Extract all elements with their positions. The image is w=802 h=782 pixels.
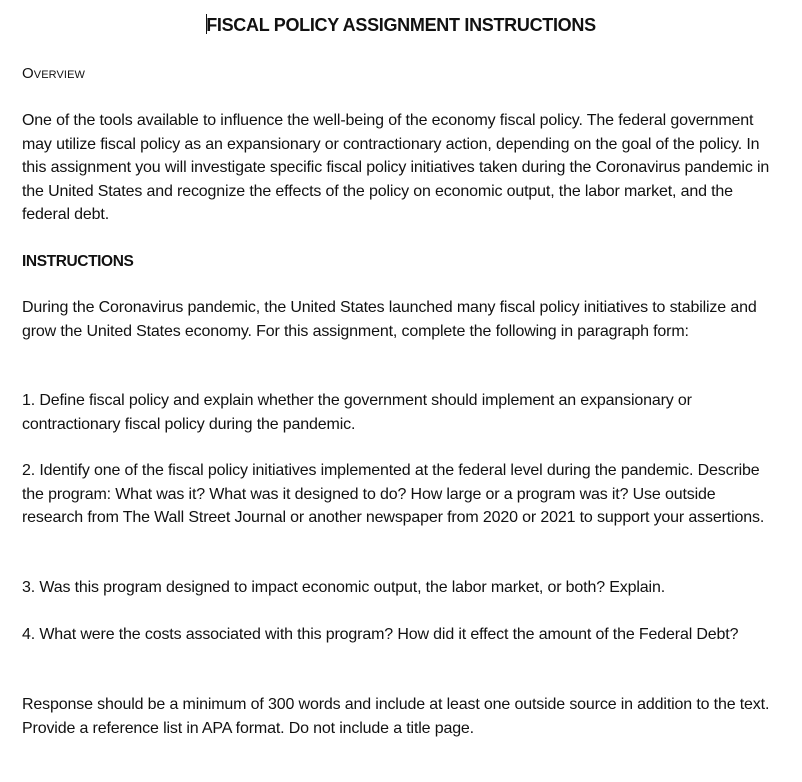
instruction-item-4: 4. What were the costs associated with this program? How did it effect the amount of the Federal Debt?: [22, 626, 739, 643]
document-title: [0, 12, 802, 38]
overview-heading: Overview: [22, 65, 85, 82]
instructions-intro-paragraph: During the Coronavirus pandemic, the United States launched many fiscal policy initiatives to stabilize and grow the United States economy. For this assignment, complete the following in paragraph form:: [22, 299, 757, 340]
instruction-item-1: 1. Define fiscal policy and explain whether the government should implement an expansionary or contractionary fiscal policy during the pandemic.: [22, 392, 692, 433]
document-title-text: FISCAL POLICY ASSIGNMENT INSTRUCTIONS: [206, 15, 596, 35]
instruction-item-3: 3. Was this program designed to impact economic output, the labor market, or both? Explain.: [22, 579, 665, 596]
instructions-heading: INSTRUCTIONS: [22, 253, 134, 270]
overview-paragraph: One of the tools available to influence the well-being of the economy fiscal policy. The federal government may utilize fiscal policy as an expansionary or contractionary action, depending on the goal of the policy. In this assignment you will investigate specific fiscal policy initiatives taken during the Coronavirus pandemic in the United States and recognize the effects of the policy on economic output, the labor market, and the federal debt.: [22, 112, 770, 223]
closing-paragraph: Response should be a minimum of 300 words and include at least one outside source in addition to the text. Provide a reference list in APA format. Do not include a title page.: [22, 696, 770, 737]
instruction-item-2: 2. Identify one of the fiscal policy initiatives implemented at the federal level during the pandemic. Describe the program: What was it? What was it designed to do? How large or a program was it? Use outside research from The Wall Street Journal or another newspaper from 2020 or 2021 to support your assertions.: [22, 462, 765, 526]
